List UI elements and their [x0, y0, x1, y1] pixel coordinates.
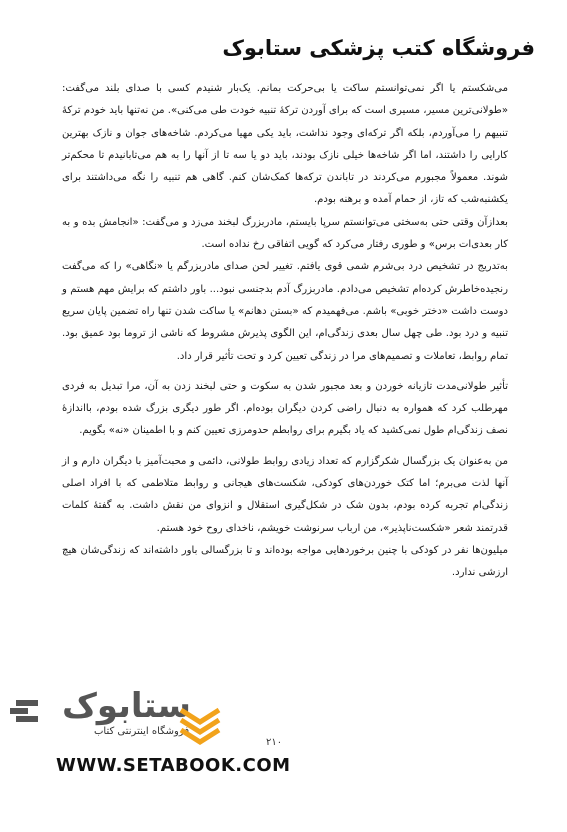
site-url: WWW.SETABOOK.COM: [56, 755, 291, 776]
paragraph: تأثیر طولانی‌مدت تازیانه خوردن و بعد مجبور شدن به سکوت و حتی لبخند زدن به آن، مرا تبدیل به فردی مهرطلب کرد که همواره به دنبال راضی کردن دیگران بوده‌ام. اگر طور دیگری بزرگ شده بودم، بااندازهٔ نصف زندگی‌ام طول نمی‌کشید که یاد بگیرم برای روابطم حدومرزی تعیین کنم و با اطمینان «نه» بگویم.: [62, 380, 508, 437]
paragraph: میلیون‌ها نفر در کودکی با چنین برخوردهایی مواجه بوده‌اند و تا بزرگسالی باور داشته‌اند که زندگی‌شان هیچ ارزشی ندارد.: [62, 544, 508, 579]
paragraph: به‌تدریج در تشخیص درد بی‌شرم شمی قوی یافتم. تغییر لحن صدای مادربزرگم یا «نگاهی» را که می‌گفت رنجیده‌خاطرش کرده‌ام تشخیص می‌دادم. مادربزرگ آدم بدجنسی نبود... باور داشتم که برایش مهم هستم و دوست داشت «دختر خوبی» باشم. می‌فهمیدم که «بستن دهانم» یا ساکت شدن تنها راه تضمین پایان سریع تنبیه و درد بود. طی چهل سال بعدی زندگی‌ام، این الگوی پذیرش مشروط که ناشی از تروما بود عمیق بود. تمام روابط، تعاملات و تصمیم‌های مرا در زندگی تعیین کرد و تحت تأثیر قرار داد.: [62, 261, 508, 362]
logo-subtitle: فروشگاه اینترنتی کتاب: [94, 726, 190, 737]
paragraph: بعدازآن وقتی حتی به‌سختی می‌توانستم سرپا بایستم، مادربزرگ لبخند می‌زد و می‌گفت: «انجامش بده و به کار بعدی‌ات برس» و طوری رفتار می‌کرد که گویی اتفاقی رخ نداده است.: [62, 216, 508, 251]
logo-bars-icon: [10, 698, 50, 724]
logo-box-icon: [175, 700, 225, 746]
page-title: فروشگاه کتب پزشکی ستابوک: [222, 36, 535, 60]
page-number: ۲۱۰: [266, 737, 283, 748]
paragraph: می‌شکستم یا اگر نمی‌توانستم ساکت یا بی‌حرکت بمانم. یک‌بار شنیدم کسی با صدای بلند می‌گفت: «طولانی‌ترین مسیر، مسیری است که برای آوردن ترکهٔ تنبیه خودت طی می‌کنی». من نه‌تنها باید خودم ترکهٔ تنبیهم را می‌آوردم، بلکه اگر ترکه‌ای وجود نداشت، باید یکی مهیا می‌کردم. شاخه‌های جوان و نازک بهترین کارایی را داشتند، اما اگر شاخه‌ها خیلی نازک بودند، باید دو یا سه تا از آنها را به هم می‌تابانیدم تا محکم‌تر شوند. معمولاً مجبورم می‌کردند در تاباندن ترکه‌ها کمک‌شان کنم. گاهی هم تنبیه را نگه می‌داشتند برای یکشنبه‌شب که تاز، از حمام آمده و برهنه بودم.: [62, 83, 508, 206]
logo-word: ستابوک: [62, 686, 191, 726]
document-body: [62, 78, 508, 585]
paragraph: من به‌عنوان یک بزرگسال شکرگزارم که تعداد زیادی روابط طولانی، دائمی و محبت‌آمیز با دیگران دارم و از آنها لذت می‌برم؛ اما کتک خوردن‌های کودکی، شکست‌های هیجانی و روابط متلاطمی که با افراد اصلی زندگی‌ام تجربه کرده بودم، بدون شک در شکل‌گیری استقلال و انزوای من نقش داشت. به گفتهٔ کلمات قدرتمند شعر «شکست‌ناپذیر»، من ارباب سرنوشت خویشم، ناخدای روح خود هستم.: [62, 455, 508, 534]
